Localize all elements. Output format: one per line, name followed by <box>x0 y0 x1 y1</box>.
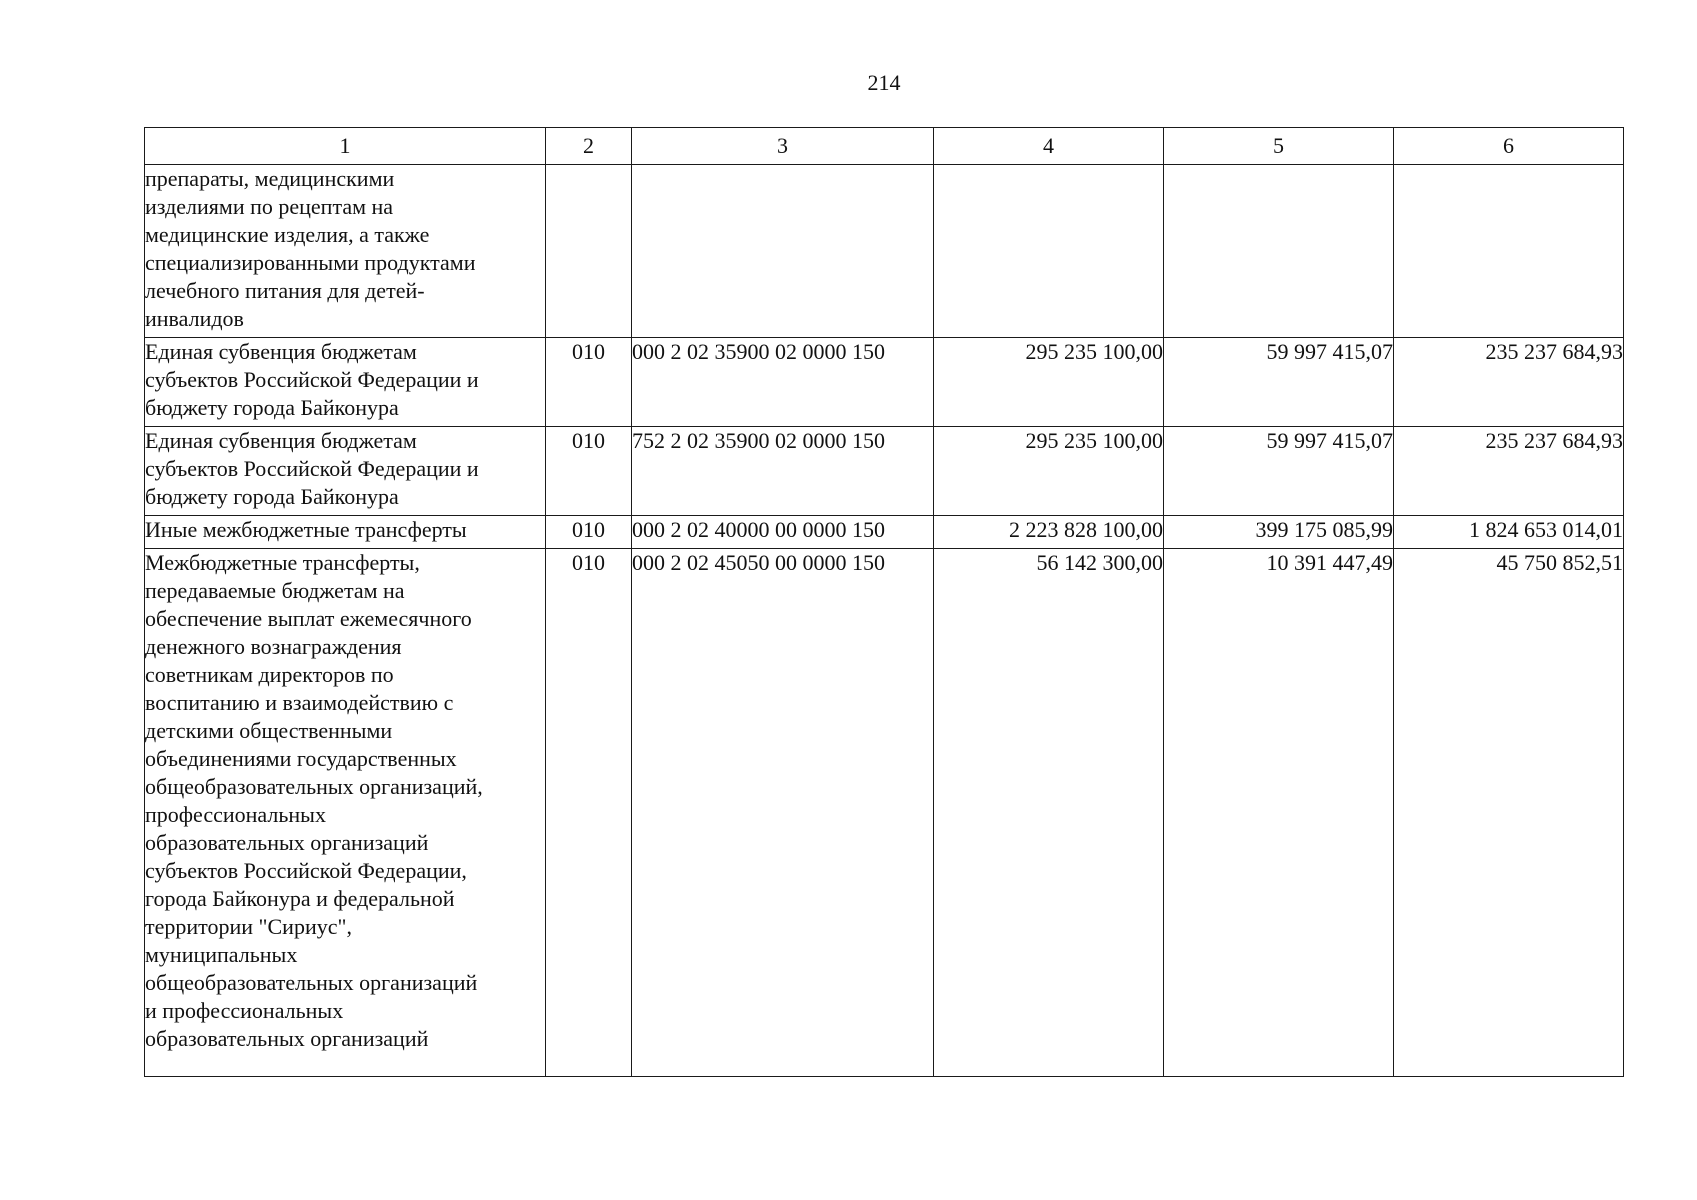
row-executed <box>1164 165 1394 338</box>
row-approved: 2 223 828 100,00 <box>934 516 1164 549</box>
row-executed: 59 997 415,07 <box>1164 338 1394 427</box>
table-row <box>145 165 1624 338</box>
row-name: Единая субвенция бюджетам субъектов Российской Федерации и бюджету города Байконура <box>145 338 546 427</box>
row-approved: 56 142 300,00 <box>934 549 1164 1077</box>
row-name: препараты, медицинскими изделиями по рецептам на медицинские изделия, а также специализированными продуктами лечебного питания для детей- инвалидов <box>145 165 546 338</box>
row-remaining: 1 824 653 014,01 <box>1394 516 1624 549</box>
row-approved: 295 235 100,00 <box>934 338 1164 427</box>
row-kbk: 000 2 02 35900 02 0000 150 <box>632 338 934 427</box>
column-header-4: 4 <box>934 128 1164 165</box>
row-kbk: 000 2 02 45050 00 0000 150 <box>632 549 934 1077</box>
row-code: 010 <box>546 516 632 549</box>
row-approved <box>934 165 1164 338</box>
row-name: Иные межбюджетные трансферты <box>145 516 546 549</box>
row-code: 010 <box>546 427 632 516</box>
row-remaining <box>1394 165 1624 338</box>
column-header-6: 6 <box>1394 128 1624 165</box>
table-row <box>145 516 1624 549</box>
row-name: Единая субвенция бюджетам субъектов Российской Федерации и бюджету города Байконура <box>145 427 546 516</box>
row-code <box>546 165 632 338</box>
column-header-5: 5 <box>1164 128 1394 165</box>
row-kbk: 000 2 02 40000 00 0000 150 <box>632 516 934 549</box>
table-row <box>145 427 1624 516</box>
row-kbk: 752 2 02 35900 02 0000 150 <box>632 427 934 516</box>
column-header-3: 3 <box>632 128 934 165</box>
column-header-2: 2 <box>546 128 632 165</box>
row-code: 010 <box>546 338 632 427</box>
row-remaining: 235 237 684,93 <box>1394 338 1624 427</box>
row-remaining: 235 237 684,93 <box>1394 427 1624 516</box>
budget-table <box>144 127 1624 1077</box>
column-number-row <box>145 128 1624 165</box>
table-row <box>145 549 1624 1077</box>
row-code: 010 <box>546 549 632 1077</box>
row-executed: 10 391 447,49 <box>1164 549 1394 1077</box>
table-row <box>145 338 1624 427</box>
row-executed: 399 175 085,99 <box>1164 516 1394 549</box>
row-approved: 295 235 100,00 <box>934 427 1164 516</box>
column-header-1: 1 <box>145 128 546 165</box>
row-executed: 59 997 415,07 <box>1164 427 1394 516</box>
page-number: 214 <box>867 70 901 95</box>
row-name: Межбюджетные трансферты, передаваемые бюджетам на обеспечение выплат ежемесячного денежного вознаграждения советникам директоров по воспитанию и взаимодействию с детскими общественными объединениями государственных общеобразовательных организаций, профессиональных образовательных организаций субъектов Российской Федерации, города Байконура и федеральной территории "Сириус", муниципальных общеобразовательных организаций и профессиональных образовательных организаций <box>145 549 546 1077</box>
row-kbk <box>632 165 934 338</box>
row-remaining: 45 750 852,51 <box>1394 549 1624 1077</box>
